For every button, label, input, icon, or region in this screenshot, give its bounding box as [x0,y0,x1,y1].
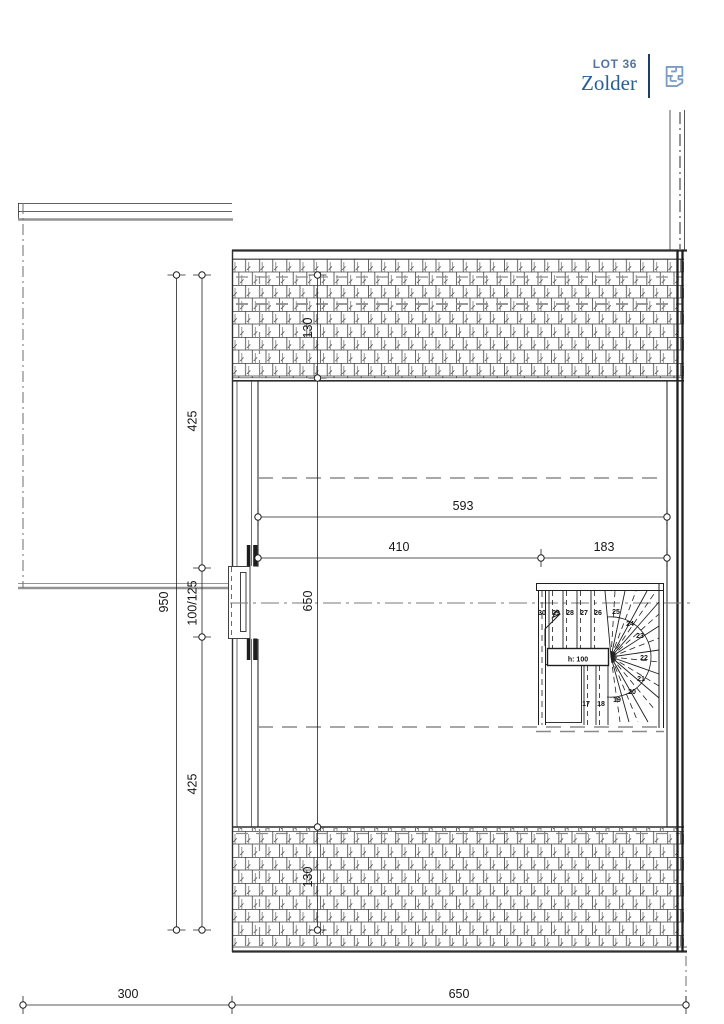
dim-left-upper: 425 [185,410,200,432]
title-block [581,54,688,98]
dim-roof-bottom: 130 [301,866,315,888]
lot-label: LOT 36 [592,57,637,72]
step-number: 29 [552,610,560,617]
step-number: 21 [637,676,645,683]
step-number: 22 [640,655,648,662]
step-number: 25 [612,609,620,616]
stair-headroom-label: h: 100 [567,656,589,664]
roof-band-top [232,251,687,381]
dim-left-total: 950 [157,591,171,613]
dim-roof-top: 130 [301,317,315,339]
dim-width-top: 593 [452,499,474,513]
dim-room-depth: 650 [301,590,315,612]
step-number: 28 [566,610,574,617]
step-number: 19 [613,697,621,704]
step-number: 24 [626,621,634,628]
step-number: 23 [636,633,644,640]
terrace-outline [18,203,233,588]
staircase [536,583,664,728]
dim-width-mid-left: 410 [388,540,410,554]
dim-bottom-left: 300 [117,987,139,1001]
dim-width-mid-right: 183 [593,540,615,554]
step-number: 30 [538,610,546,617]
roof-band-bottom [232,827,687,952]
step-number: 27 [580,610,588,617]
dim-bottom-right: 650 [448,987,470,1001]
step-number: 18 [597,701,605,708]
title-divider [648,54,650,98]
page-title: Zolder [581,70,637,95]
step-number: 17 [582,701,590,708]
dim-window: 100/125 [185,580,200,626]
step-number: 26 [594,610,602,617]
dim-left-lower: 425 [185,773,200,795]
floorplan-icon [661,63,688,90]
roof-slope-dashed-lines [258,478,667,732]
step-number: 20 [628,689,636,696]
